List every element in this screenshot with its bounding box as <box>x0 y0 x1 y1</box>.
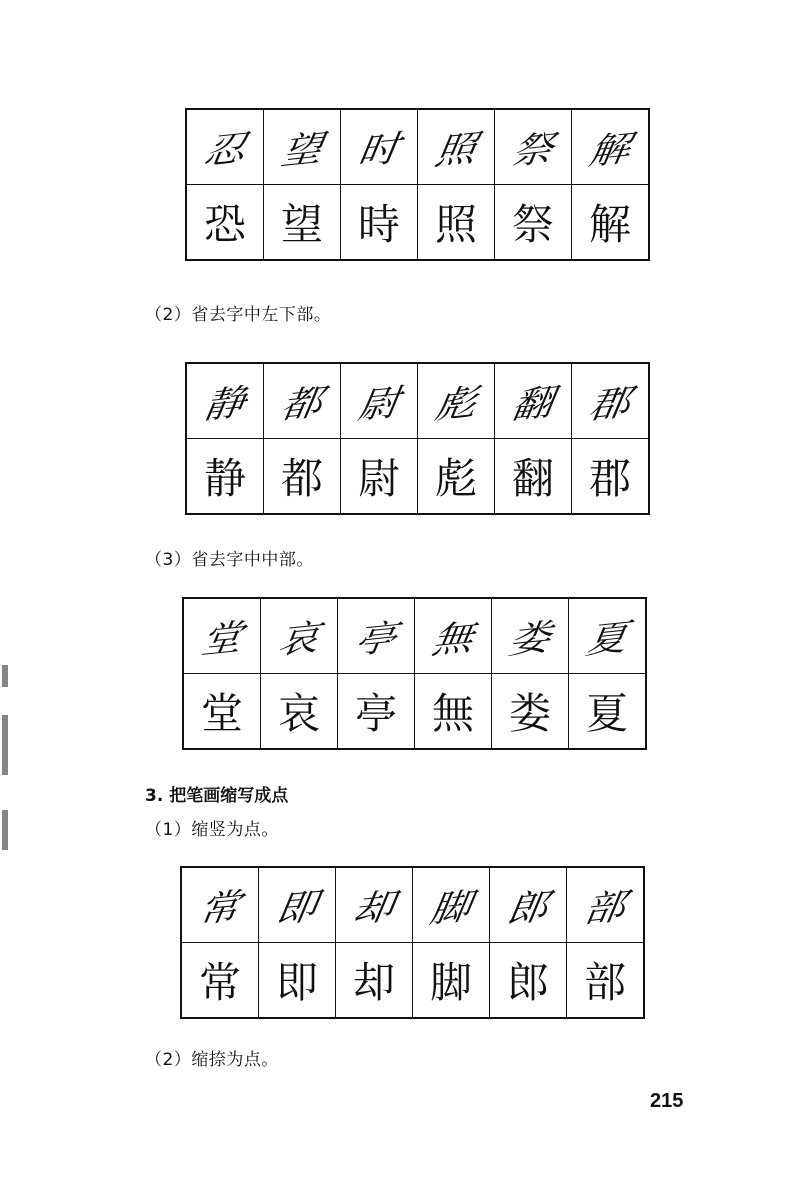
table-cell <box>490 943 567 1019</box>
table-cell <box>569 674 647 750</box>
regular-character: 夏 <box>585 689 628 738</box>
regular-character: 郎 <box>506 958 549 1007</box>
table-cell <box>572 185 650 261</box>
character-table-1 <box>185 108 650 261</box>
table-cell <box>259 943 336 1019</box>
regular-character: 常 <box>198 958 241 1007</box>
regular-character: 都 <box>280 454 323 503</box>
subsection-caption-3: （3）省去字中中部。 <box>145 550 314 570</box>
table-cell <box>338 674 415 750</box>
regular-character: 堂 <box>200 689 243 738</box>
table-cell <box>572 109 650 185</box>
table-cell <box>183 598 261 674</box>
cursive-character: 郎 <box>504 885 551 931</box>
binding-edge-mark <box>2 665 8 687</box>
page-number: 215 <box>650 1090 684 1112</box>
regular-character: 解 <box>588 200 631 249</box>
cursive-character: 郡 <box>586 381 633 427</box>
cursive-character: 部 <box>581 885 628 931</box>
regular-row <box>186 185 649 261</box>
table-cell <box>336 943 413 1019</box>
cursive-character: 常 <box>196 885 243 931</box>
table-cell <box>495 109 572 185</box>
regular-row <box>181 943 644 1019</box>
table-cell <box>567 867 645 943</box>
regular-character: 静 <box>203 454 246 503</box>
character-table-3 <box>182 597 647 750</box>
cursive-row <box>181 867 644 943</box>
table-cell <box>413 867 490 943</box>
table-cell <box>186 439 264 515</box>
table-cell <box>264 363 341 439</box>
binding-edge-mark <box>2 810 8 850</box>
regular-character: 時 <box>357 200 400 249</box>
regular-row <box>186 439 649 515</box>
table-cell <box>492 598 569 674</box>
table-cell <box>181 867 259 943</box>
regular-character: 部 <box>583 958 626 1007</box>
subsection-caption-2: （2）省去字中左下部。 <box>145 305 332 325</box>
regular-character: 亭 <box>354 689 397 738</box>
table-cell <box>413 943 490 1019</box>
cursive-character: 望 <box>278 127 325 173</box>
cursive-character: 尉 <box>355 381 402 427</box>
regular-character: 却 <box>352 958 395 1007</box>
subsection-caption-3-1: （1）缩竖为点。 <box>145 820 279 840</box>
subsection-caption-3-2: （2）缩捺为点。 <box>145 1050 279 1070</box>
table-cell <box>572 439 650 515</box>
table-cell <box>186 363 264 439</box>
table-cell <box>572 363 650 439</box>
table-cell <box>418 363 495 439</box>
cursive-character: 时 <box>355 127 402 173</box>
table-cell <box>418 439 495 515</box>
cursive-row <box>186 109 649 185</box>
table-cell <box>261 674 338 750</box>
regular-row <box>183 674 646 750</box>
table-cell <box>492 674 569 750</box>
cursive-row <box>183 598 646 674</box>
cursive-character: 静 <box>201 381 248 427</box>
regular-character: 翻 <box>511 454 554 503</box>
cursive-character: 照 <box>432 127 479 173</box>
table-cell <box>415 674 492 750</box>
cursive-character: 脚 <box>427 885 474 931</box>
cursive-character: 翻 <box>509 381 556 427</box>
regular-character: 恐 <box>203 200 246 249</box>
character-table-2 <box>185 362 650 515</box>
cursive-character: 亭 <box>352 616 399 662</box>
table-cell <box>338 598 415 674</box>
table-cell <box>264 439 341 515</box>
regular-character: 彪 <box>434 454 477 503</box>
cursive-character: 無 <box>429 616 476 662</box>
cursive-character: 即 <box>273 885 320 931</box>
table-cell <box>418 109 495 185</box>
regular-character: 脚 <box>429 958 472 1007</box>
table-cell <box>181 943 259 1019</box>
cursive-character: 祭 <box>509 127 556 173</box>
regular-character: 祭 <box>511 200 554 249</box>
regular-character: 照 <box>434 200 477 249</box>
table-cell <box>495 185 572 261</box>
table-cell <box>264 109 341 185</box>
table-cell <box>490 867 567 943</box>
table-cell <box>567 943 645 1019</box>
table-cell <box>341 109 418 185</box>
cursive-character: 却 <box>350 885 397 931</box>
table-cell <box>183 674 261 750</box>
cursive-character: 娄 <box>506 616 553 662</box>
table-cell <box>418 185 495 261</box>
table-cell <box>341 185 418 261</box>
table-cell <box>264 185 341 261</box>
table-cell <box>186 109 264 185</box>
table-cell <box>259 867 336 943</box>
cursive-character: 解 <box>586 127 633 173</box>
table-cell <box>569 598 647 674</box>
table-cell <box>341 439 418 515</box>
regular-character: 娄 <box>508 689 551 738</box>
regular-character: 郡 <box>588 454 631 503</box>
cursive-character: 都 <box>278 381 325 427</box>
cursive-character: 彪 <box>432 381 479 427</box>
table-cell <box>341 363 418 439</box>
cursive-row <box>186 363 649 439</box>
table-cell <box>415 598 492 674</box>
binding-edge-mark <box>2 715 8 775</box>
regular-character: 尉 <box>357 454 400 503</box>
cursive-character: 夏 <box>583 616 630 662</box>
table-cell <box>261 598 338 674</box>
cursive-character: 忍 <box>201 127 248 173</box>
cursive-character: 哀 <box>275 616 322 662</box>
cursive-character: 堂 <box>198 616 245 662</box>
regular-character: 即 <box>275 958 318 1007</box>
table-cell <box>495 439 572 515</box>
regular-character: 哀 <box>277 689 320 738</box>
table-cell <box>336 867 413 943</box>
regular-character: 望 <box>280 200 323 249</box>
section-heading-3: 3. 把笔画缩写成点 <box>145 786 289 806</box>
character-table-4 <box>180 866 645 1019</box>
table-cell <box>186 185 264 261</box>
regular-character: 無 <box>431 689 474 738</box>
table-cell <box>495 363 572 439</box>
